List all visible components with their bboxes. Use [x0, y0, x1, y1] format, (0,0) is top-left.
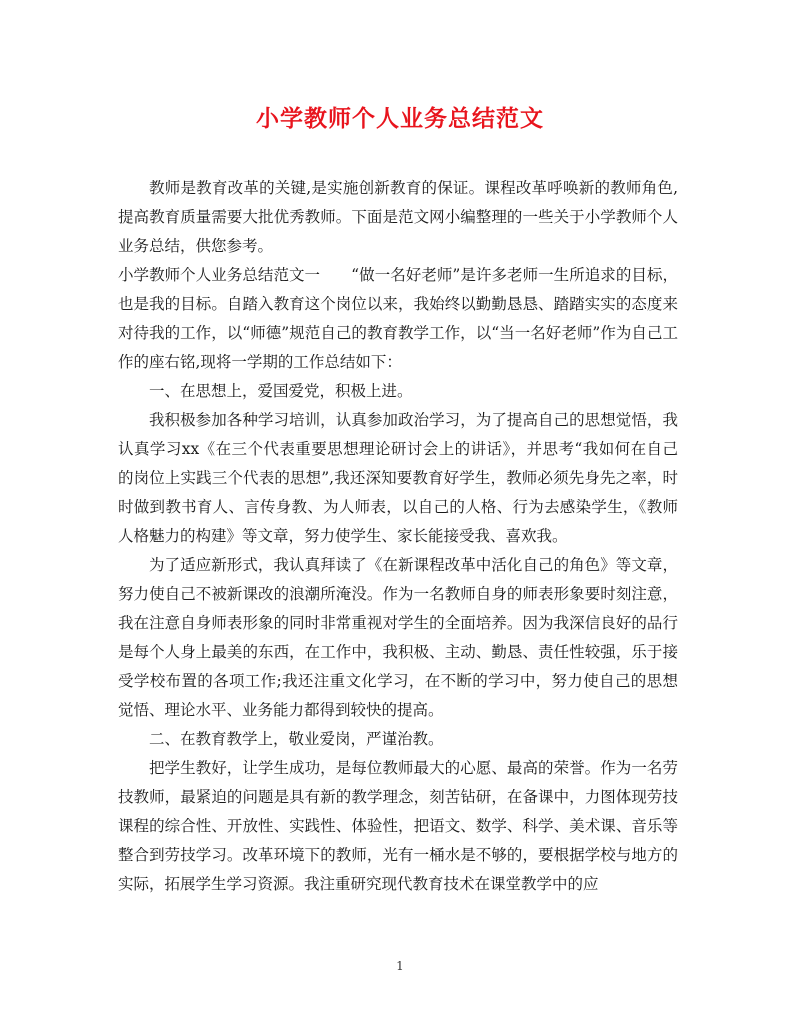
- paragraph-sample-one: 小学教师个人业务总结范文一 “做一名好老师”是许多老师一生所追求的目标，也是我的目标。自踏入教育这个岗位以来，我始终以勤勤恳恳、踏踏实实的态度来对待我的工作，以“师德”规范自己的教育教学工作，以“当一名好老师”作为自己工作的座右铭,现将一学期的工作总结如下：: [118, 266, 678, 371]
- paragraph-study: 我积极参加各种学习培训，认真参加政治学习，为了提高自己的思想觉悟，我认真学习xx《在三个代表重要思想理论研讨会上的讲话》，并思考“我如何在自己的岗位上实践三个代表的思想”,我还深知要教育好学生，教师必须先身先之率，时时做到教书育人、言传身教、为人师表，以自己的人格、行为去感染学生，《教师人格魅力的构建》等文章，努力使学生、家长能接受我、喜欢我。: [118, 411, 678, 545]
- section-heading-thought: 一、在思想上，爱国爱党，积极上进。: [149, 382, 413, 400]
- section-heading-teaching: 二、在教育教学上，敬业爱岗，严谨治教。: [149, 730, 444, 748]
- paragraph-teaching: 把学生教好，让学生成功，是每位教师最大的心愿、最高的荣誉。作为一名劳技教师，最紧迫的问题是具有新的教学理念，刻苦钻研，在备课中，力图体现劳技课程的综合性、开放性、实践性、体验性，把语文、数学、科学、美术课、音乐等整合到劳技学习。改革环境下的教师，光有一桶水是不够的，要根据学校与地方的实际，拓展学生学习资源。我注重研究现代教育技术在课堂教学中的应: [118, 759, 678, 893]
- document-body: [118, 174, 678, 899]
- paragraph-intro: 教师是教育改革的关键,是实施创新教育的保证。课程改革呼唤新的教师角色,提高教育质量需要大批优秀教师。下面是范文网小编整理的一些关于小学教师个人业务总结，供您参考。: [118, 179, 678, 255]
- page-number: 1: [396, 959, 404, 973]
- paragraph-adapt: 为了适应新形式，我认真拜读了《在新课程改革中活化自己的角色》等文章，努力使自己不被新课改的浪潮所淹没。作为一名教师自身的师表形象要时刻注意，我在注意自身师表形象的同时非常重视对学生的全面培养。因为我深信良好的品行是每个人身上最美的东西，在工作中，我积极、主动、勤恳、责任性较强，乐于接受学校布置的各项工作;我还注重文化学习，在不断的学习中，努力使自己的思想觉悟、理论水平、业务能力都得到较快的提高。: [118, 556, 678, 719]
- document-title: 小学教师个人业务总结范文: [256, 105, 544, 132]
